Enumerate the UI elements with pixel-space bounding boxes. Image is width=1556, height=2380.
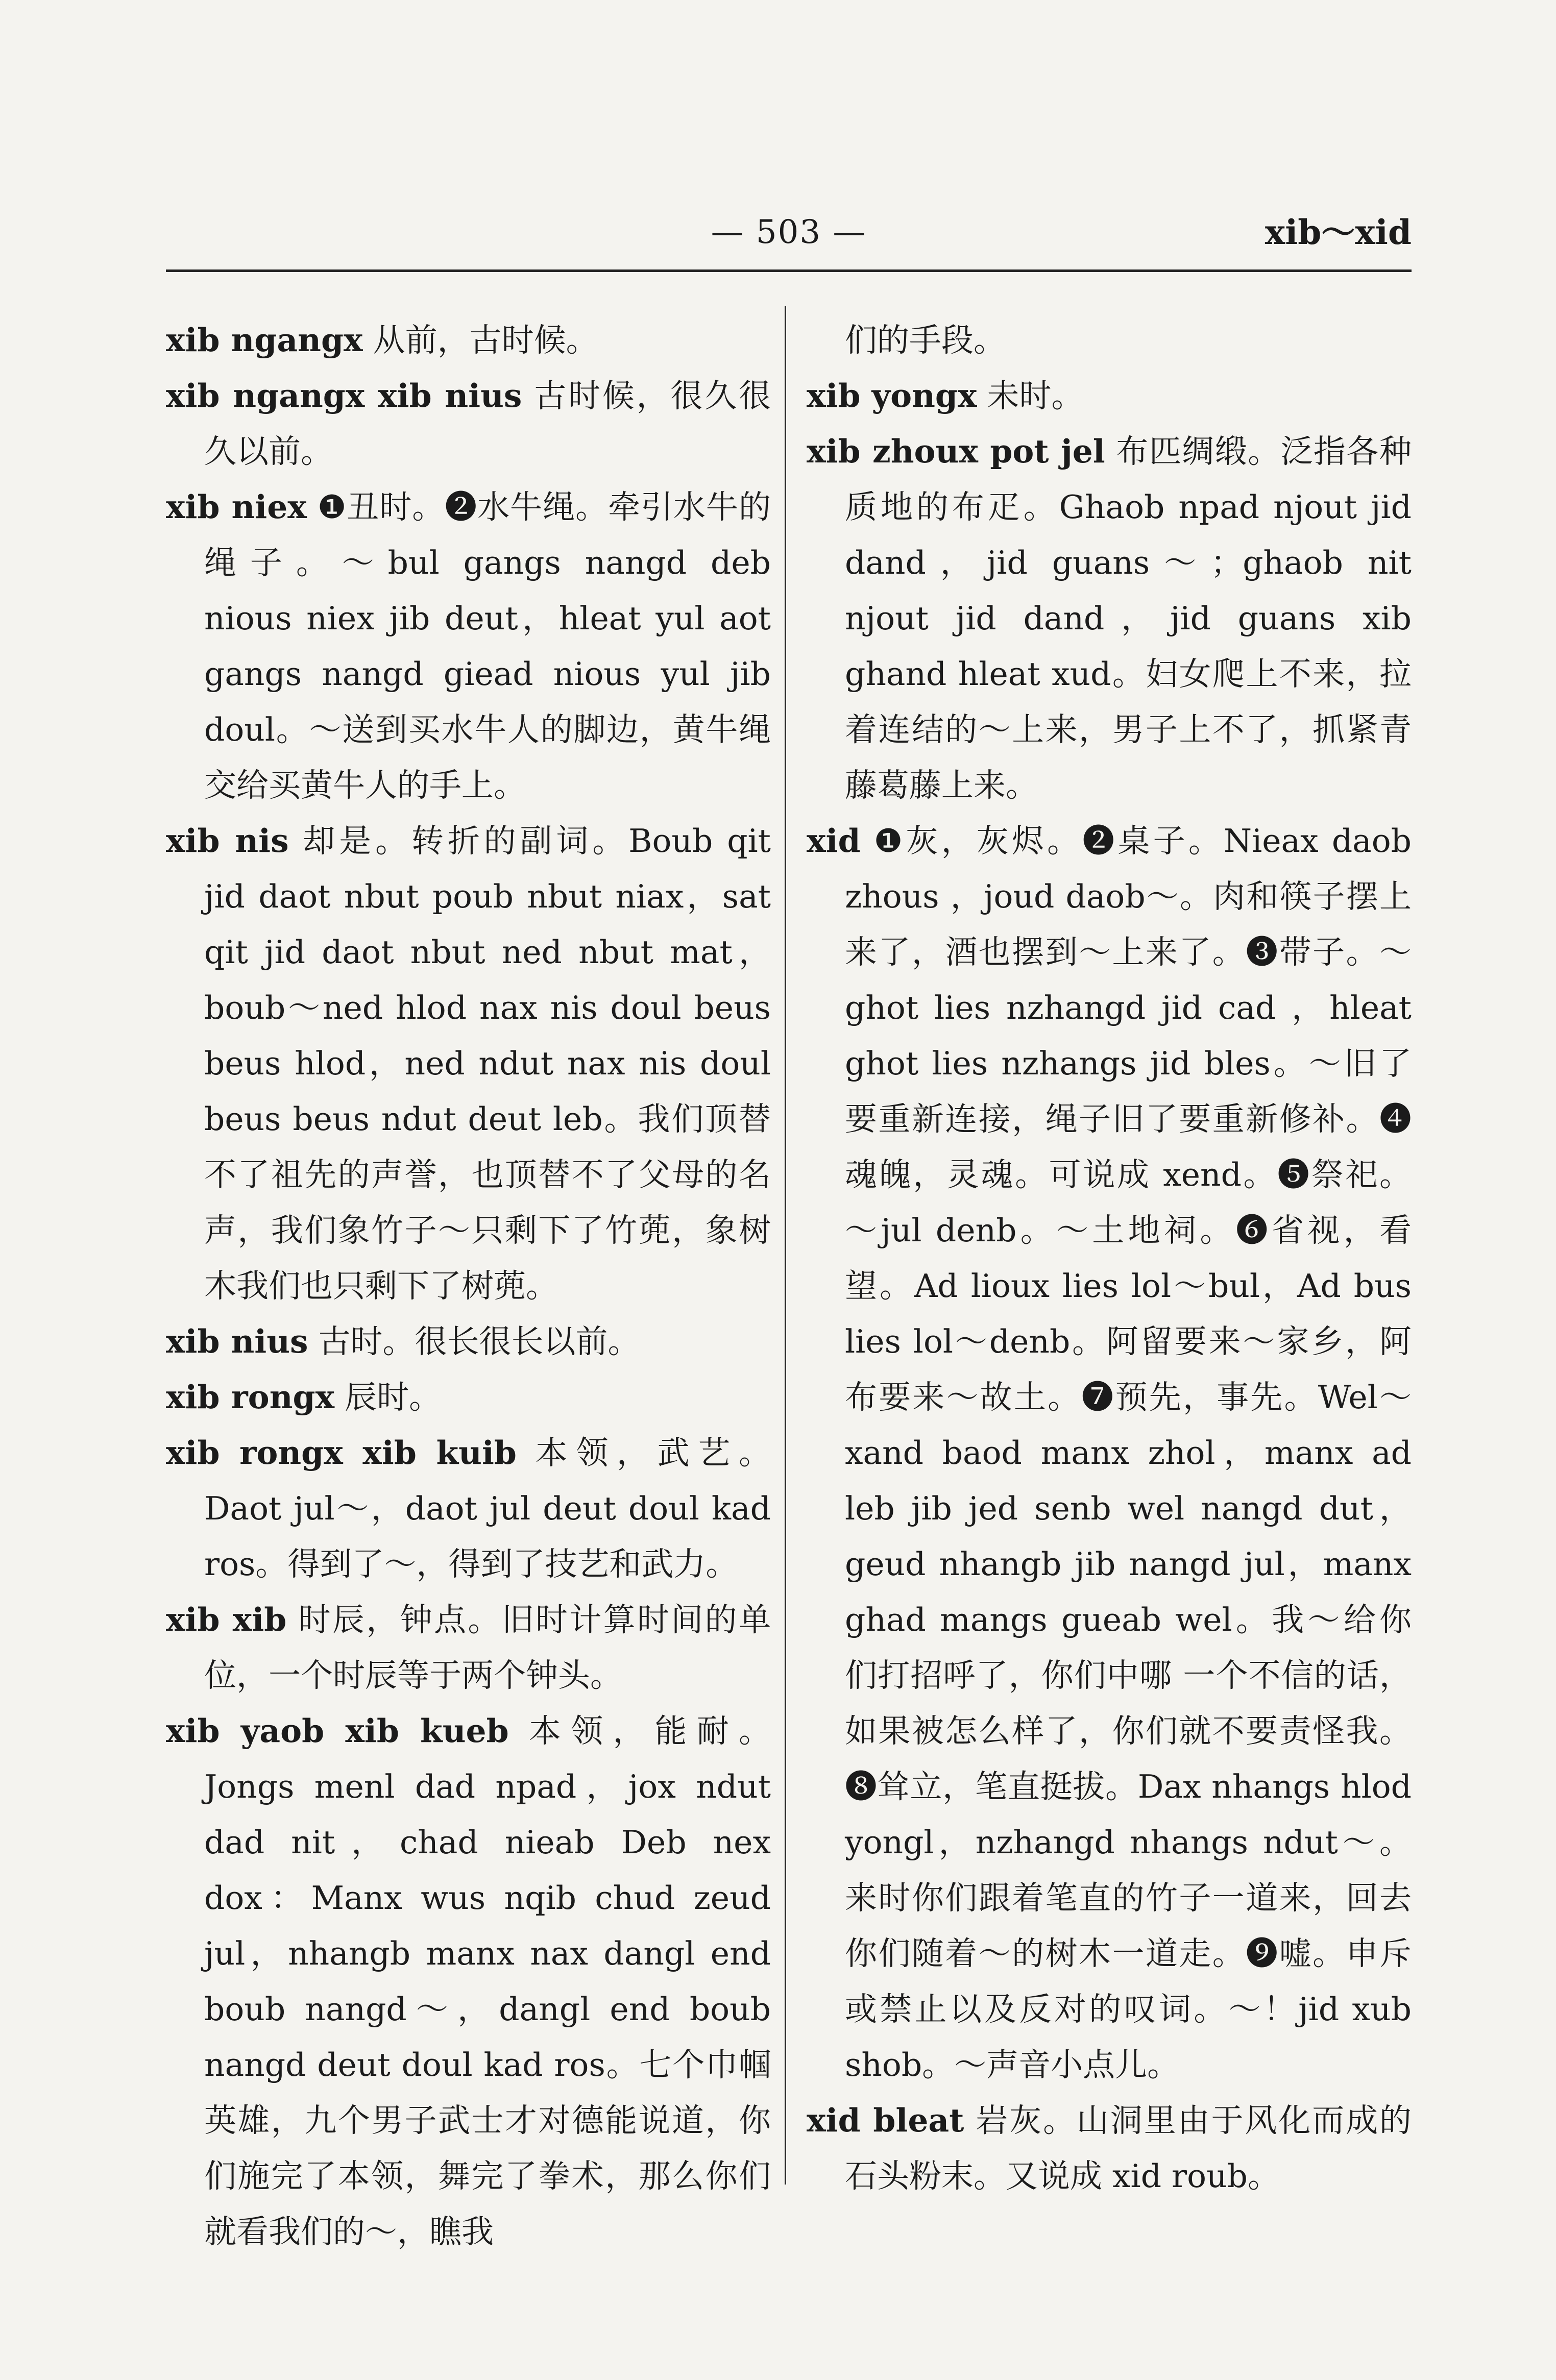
column-divider (785, 306, 786, 2185)
entry-definition: 本领，武艺。Daot jul～，daot jul deut doul kad ros。得到了～，得到了技艺和武力。 (204, 1434, 771, 1583)
entry-headword: xid bleat (807, 2101, 964, 2139)
page-number: — 503 — (711, 213, 867, 251)
entry-definition: ❶灰，灰烬。❷桌子。Nieax daob zhous ，joud daob～。肉和筷子摆上来了，酒也摆到～上来了。❸带子。～ghot lies nzhangd jid cad ，hleat ghot lies nzhangs jid bles。～旧了要重新连接，绳子旧了要重新修补。❹魂魄，灵魂。可说成 xend。❺祭祀。～jul denb。～土地祠。❻省视，看望。Ad lioux lies lol～bul，Ad bus lies lol～denb。阿留要来～家乡，阿布要来～故土。❼预先，事先。Wel～xand baod manx zhol，manx ad leb jib jed senb wel nangd dut，geud nhangb jib nangd jul，manx ghad mangs gueab wel。我～给你们打招呼了，你们中哪 一个不信的话，如果被怎么样了，你们就不要责怪我。❽耸立，笔直挺拔。Dax nhangs hlod yongl，nzhangd nhangs ndut～。来时你们跟着笔直的竹子一道来，回去你们随着～的树木一道走。❾嘘。申斥或禁止以及反对的叹词。～！jid xub shob。～声音小点儿。 (845, 822, 1412, 2083)
entry-headword: xib ngangx (166, 321, 363, 359)
dictionary-entry (807, 312, 1412, 368)
entry-headword: xib rongx xib kuib (166, 1434, 517, 1471)
entry-definition: 古时候，很久很久以前。 (204, 377, 771, 470)
entry-headword: xid (807, 822, 861, 860)
dictionary-entry (807, 368, 1412, 424)
dictionary-entry (166, 1703, 771, 2260)
entry-headword: xib nis (166, 822, 289, 860)
entry-definition: 古时。很长很长以前。 (308, 1323, 640, 1360)
entry-definition: 未时。 (977, 377, 1084, 414)
left-column (166, 312, 771, 2260)
entry-definition: 岩灰。山洞里由于风化而成的石头粉末。又说成 xid roub。 (845, 2102, 1412, 2195)
entry-definition: 却是。转折的副词。Boub qit jid daot nbut poub nbut niax，sat qit jid daot nbut ned nbut mat，boub～ned hlod nax nis doul beus beus hlod，ned ndut nax nis doul beus beus ndut deut leb。我们顶替不了祖先的声誉，也顶替不了父母的名声，我们象竹子～只剩下了竹蔸，象树木我们也只剩下了树蔸。 (204, 822, 771, 1305)
entry-headword: xib rongx (166, 1378, 335, 1416)
entry-headword: xib nius (166, 1322, 308, 1360)
dictionary-entry (166, 479, 771, 813)
dictionary-entry (166, 813, 771, 1314)
header-rule (166, 269, 1412, 272)
dictionary-entry (166, 1314, 771, 1369)
entry-definition: 辰时。 (334, 1379, 442, 1416)
entry-headword: xib zhoux pot jel (807, 432, 1105, 470)
entry-definition: 时辰，钟点。旧时计算时间的单位，一个时辰等于两个钟头。 (204, 1601, 771, 1694)
dictionary-entry (166, 1425, 771, 1592)
entry-headword: xib ngangx xib nius (166, 377, 522, 414)
dictionary-entry (166, 368, 771, 479)
entry-definition: 布匹绸缎。泛指各种质地的布疋。Ghaob npad njout jid dand，jid guans～；ghaob nit njout jid dand，jid guans xib ghand hleat xud。妇女爬上不来，拉着连结的～上来，男子上不了，抓紧青藤葛藤上来。 (845, 433, 1412, 804)
entry-headword: xib niex (166, 488, 307, 526)
entry-headword: xib yongx (807, 377, 977, 414)
dictionary-entry (807, 2093, 1412, 2204)
page-header (166, 209, 1412, 271)
dictionary-entry (166, 1592, 771, 1703)
entry-definition: ❶丑时。❷水牛绳。牵引水牛的绳子。～bul gangs nangd deb nious niex jib deut，hleat yul aot gangs nangd giead nious yul jib doul。～送到买水牛人的脚边，黄牛绳交给买黄牛人的手上。 (204, 488, 771, 804)
dictionary-entry (166, 312, 771, 368)
entry-definition: 从前，古时候。 (362, 322, 598, 359)
running-head: xib～xid (1265, 212, 1412, 252)
right-column (807, 312, 1412, 2204)
entry-definition: 本领，能耐。Jongs menl dad npad，jox ndut dad nit，chad nieab Deb nex dox：Manx wus nqib chud zeud jul，nhangb manx nax dangl end boub nangd～，dangl end boub nangd deut doul kad ros。七个巾帼英雄，九个男子武士才对德能说道，你们施完了本领，舞完了拳术，那么你们就看我们的～，瞧我 (204, 1712, 771, 2250)
dictionary-entry (166, 1369, 771, 1425)
dictionary-entry (807, 813, 1412, 2093)
entry-definition: 们的手段。 (845, 322, 1006, 359)
entry-headword: xib yaob xib kueb (166, 1712, 509, 1750)
dictionary-entry (807, 424, 1412, 813)
entry-headword: xib xib (166, 1601, 287, 1638)
